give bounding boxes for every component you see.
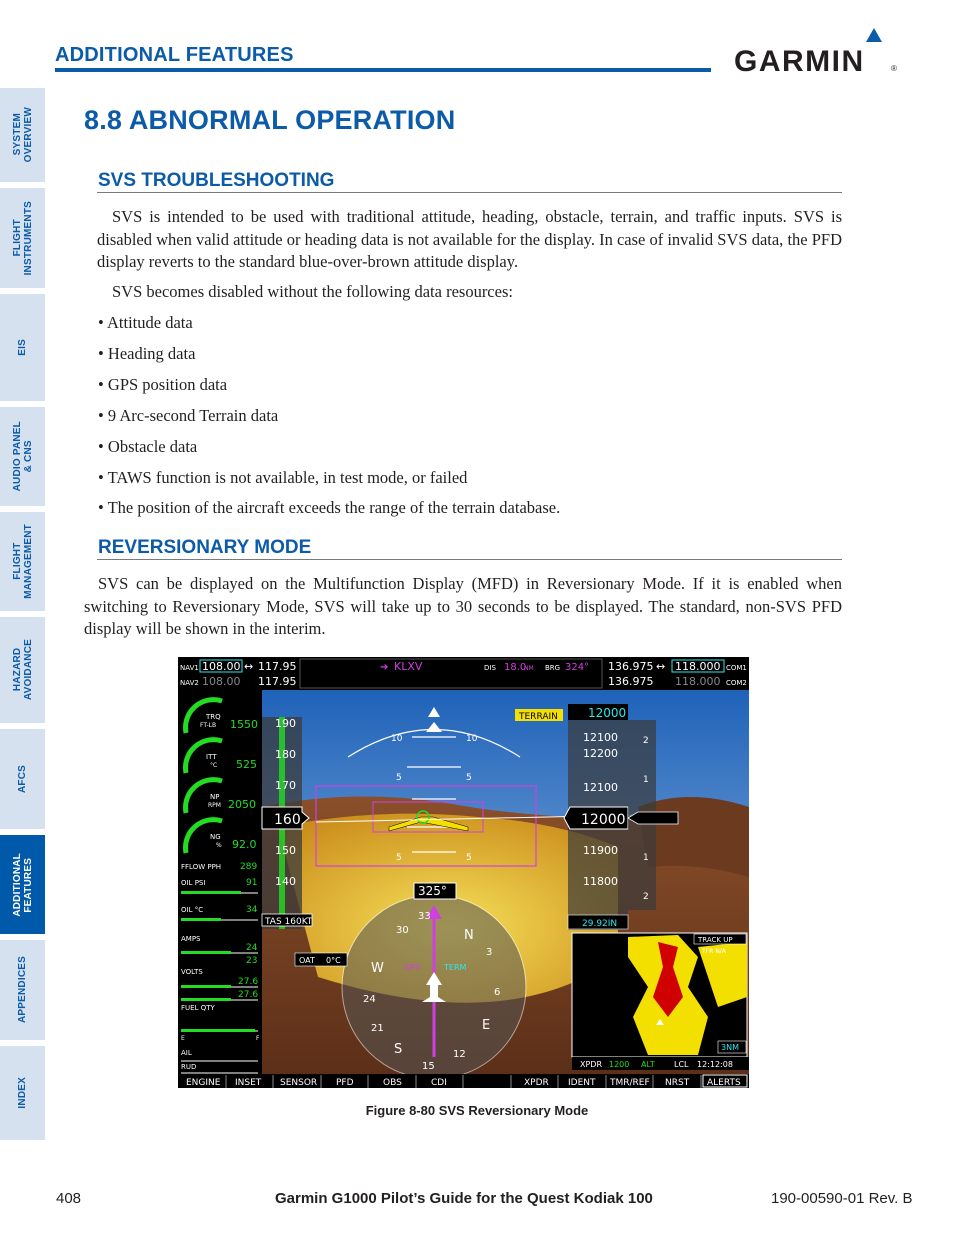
softkey-engine: ENGINE: [186, 1078, 221, 1088]
dis-label: DIS: [484, 664, 496, 672]
tab-label: FLIGHT INSTRUMENTS: [11, 200, 34, 276]
list-item: • GPS position data: [98, 375, 228, 394]
header-rule: [55, 68, 711, 72]
garmin-logo: [734, 24, 899, 76]
reversionary-paragraph: SVS can be displayed on the Multifunction Display (MFD) in Reversionary Mode. If it is enabled when switching to Reversionary Mode, SVS will take up to 30 seconds to be displayed. The standard, non-SVS PFD display will be shown in the interim.: [84, 574, 842, 638]
rud-label: RUD: [181, 1063, 197, 1071]
itt-unit: °C: [210, 762, 218, 769]
tab-index[interactable]: [0, 1046, 45, 1140]
compass-label: 24: [363, 994, 376, 1005]
baro-setting: 29.92IN: [582, 919, 618, 929]
gps-label: GPS: [404, 963, 421, 972]
tab-additional-features[interactable]: [0, 835, 45, 934]
oil-psi-label: OIL PSI: [181, 879, 206, 887]
tab-hazard-avoidance[interactable]: [0, 617, 45, 723]
np-label: NP: [210, 793, 220, 801]
softkey-sensor: SENSOR: [280, 1078, 318, 1088]
tab-label: AUDIO PANEL & CNS: [11, 421, 34, 492]
footer-title: Garmin G1000 Pilot’s Guide for the Quest Kodiak 100: [275, 1190, 653, 1207]
fflow-label: FFLOW PPH: [181, 863, 222, 871]
altitude-tick: 11900: [583, 844, 618, 857]
ail-label: AIL: [181, 1049, 192, 1057]
destination: KLXV: [394, 660, 423, 673]
compass-label: 30: [396, 925, 409, 936]
tab-label: HAZARD AVOIDANCE: [11, 639, 34, 701]
svs-troubleshooting-heading: SVS TROUBLESHOOTING: [98, 170, 335, 191]
nav1-label: NAV1: [180, 664, 199, 672]
brg-label: BRG: [545, 664, 561, 672]
airspeed-tick: 190: [275, 717, 296, 730]
compass-label: E: [482, 1018, 491, 1033]
airspeed-tick: 180: [275, 748, 296, 761]
ng-unit: %: [216, 842, 222, 849]
tab-eis[interactable]: [0, 294, 45, 401]
direct-to-icon: ➔: [380, 662, 389, 673]
altitude-tick: 12100: [583, 781, 618, 794]
softkey-alerts: ALERTS: [707, 1078, 741, 1088]
pitch-label: 5: [466, 853, 472, 863]
doc-number: 190-00590-01 Rev. B: [771, 1190, 913, 1207]
volts-value-2: 27.6: [238, 990, 259, 1000]
tab-label: SYSTEM OVERVIEW: [11, 107, 34, 163]
oil-c-value: 34: [246, 905, 258, 915]
softkey-nrst: NRST: [665, 1078, 690, 1088]
clock-time: 12:12:08: [697, 1060, 733, 1069]
pitch-label: 5: [396, 853, 402, 863]
compass-label: 6: [494, 987, 501, 998]
fuel-e-label: E: [181, 1035, 185, 1042]
ng-label: NG: [210, 833, 221, 841]
oil-psi-value: 91: [246, 878, 258, 888]
tab-label: APPENDICES: [17, 956, 28, 1024]
compass-label: S: [394, 1042, 403, 1057]
list-item: • 9 Arc-second Terrain data: [98, 406, 279, 425]
fuel-qty-label: FUEL QTY: [181, 1004, 215, 1012]
nav2-active: 108.00: [202, 675, 241, 688]
selected-altitude: 12000: [588, 706, 627, 720]
np-value: 2050: [228, 798, 256, 811]
com1-label: COM1: [726, 664, 747, 672]
tab-label: ADDITIONAL FEATURES: [11, 852, 34, 917]
com2-standby: 136.975: [608, 675, 654, 688]
airspeed-tick: 150: [275, 844, 296, 857]
tab-flight-instruments[interactable]: [0, 188, 45, 288]
com2-active: 118.000: [675, 675, 721, 688]
lcl-label: LCL: [674, 1060, 689, 1069]
mfd-display: [178, 657, 749, 1088]
heading-rule: [97, 559, 842, 560]
pitch-label: 10: [391, 734, 403, 744]
map-range: 3NM: [721, 1043, 739, 1052]
itt-value: 525: [236, 758, 257, 771]
brg-value: 324°: [565, 662, 590, 673]
svs-paragraph-2: SVS becomes disabled without the following data resources:: [112, 282, 513, 301]
pitch-label: 10: [466, 734, 478, 744]
compass-label: 15: [422, 1061, 435, 1072]
tab-appendices[interactable]: [0, 940, 45, 1040]
softkey-pfd: PFD: [336, 1078, 354, 1088]
page-title: 8.8 ABNORMAL OPERATION: [84, 105, 456, 135]
softkey-inset: INSET: [235, 1078, 262, 1088]
softkey-ident: IDENT: [568, 1078, 596, 1088]
com1-arrow: ↔: [656, 660, 666, 673]
tab-audio-panel-cns[interactable]: [0, 407, 45, 506]
heading-value: 325°: [418, 884, 447, 898]
nav2-label: NAV2: [180, 679, 199, 687]
fflow-value: 289: [240, 862, 258, 872]
softkey-tmr-ref: TMR/REF: [610, 1078, 650, 1088]
xpdr-code: 1200: [609, 1060, 630, 1069]
softkey-cdi: CDI: [431, 1078, 447, 1088]
np-unit: RPM: [208, 802, 221, 809]
reversionary-mode-heading: REVERSIONARY MODE: [98, 537, 312, 558]
compass-label: 33: [418, 911, 431, 922]
airspeed-value: 160: [274, 812, 301, 828]
tab-afcs[interactable]: [0, 729, 45, 829]
compass-label: N: [464, 928, 474, 943]
fuel-f-label: F: [256, 1035, 260, 1042]
dis-value: 18.0: [504, 662, 527, 673]
logo-registered: ®: [891, 64, 897, 73]
softkey-xpdr: XPDR: [524, 1078, 549, 1088]
logo-wordmark: GARMIN: [734, 45, 865, 76]
amps-value-2: 23: [246, 956, 258, 966]
oat-value: 0°C: [326, 956, 341, 965]
svs-reversionary-figure: [178, 657, 749, 1088]
nav1-active: 108.00: [202, 660, 241, 673]
trq-unit: FT-LB: [200, 722, 217, 729]
com1-standby: 136.975: [608, 660, 654, 673]
tab-label: EIS: [17, 339, 28, 356]
volts-value-1: 27.6: [238, 977, 259, 987]
trq-label: TRQ: [206, 713, 221, 721]
com2-label: COM2: [726, 679, 747, 687]
itt-label: ITT: [206, 753, 217, 761]
softkey-obs: OBS: [383, 1078, 402, 1088]
tab-flight-management[interactable]: [0, 512, 45, 611]
vsi-tick: 1: [643, 853, 649, 863]
list-item: • TAWS function is not available, in test mode, or failed: [98, 468, 468, 487]
tas-value: TAS 160KT: [265, 917, 313, 927]
dis-unit: NM: [524, 665, 534, 672]
pitch-label: 5: [466, 773, 472, 783]
tab-system-overview[interactable]: [0, 88, 45, 182]
com1-active: 118.000: [675, 660, 721, 673]
vsi-tick: 1: [643, 775, 649, 785]
tab-label: INDEX: [17, 1077, 28, 1109]
volts-label: VOLTS: [181, 968, 203, 976]
altitude-tick: 12200: [583, 747, 618, 760]
vsi-tick: 2: [643, 736, 649, 746]
section-header: ADDITIONAL FEATURES: [55, 44, 294, 66]
tab-label: AFCS: [17, 764, 28, 794]
trq-value: 1550: [230, 718, 258, 731]
svs-paragraph-1: SVS is intended to be used with traditional attitude, heading, obstacle, terrain, and traffic inputs. SVS is disabled when valid attitude or heading data is not available for the display. In case of invalid SVS data, the PFD display reverts to the standard blue-over-brown attitude display.: [97, 207, 842, 271]
figure-caption: Figure 8-80 SVS Reversionary Mode: [365, 1103, 589, 1118]
altitude-tick: 11800: [583, 875, 618, 888]
oat-label: OAT: [299, 956, 315, 965]
track-up-label: TRACK UP: [698, 936, 733, 944]
list-item: • Attitude data: [98, 313, 193, 332]
compass-label: 21: [371, 1023, 384, 1034]
airspeed-tick: 170: [275, 779, 296, 792]
altitude-value: 12000: [581, 812, 626, 828]
list-item: • Heading data: [98, 344, 196, 363]
tab-label: FLIGHT MANAGEMENT: [11, 524, 34, 599]
compass-label: 12: [453, 1049, 466, 1060]
amps-value-1: 24: [246, 943, 258, 953]
altitude-tick: 12100: [583, 731, 618, 744]
nav2-standby: 117.95: [258, 675, 297, 688]
xpdr-mode: ALT: [641, 1060, 655, 1069]
oil-c-label: OIL °C: [181, 906, 204, 914]
tfr-label: TFR N/A: [702, 948, 726, 955]
pitch-label: 5: [396, 773, 402, 783]
term-label: TERM: [444, 963, 467, 972]
page-number: 408: [56, 1190, 82, 1207]
list-item: • The position of the aircraft exceeds the range of the terrain database.: [98, 498, 561, 517]
vsi-tick: 2: [643, 892, 649, 902]
ng-value: 92.0: [232, 838, 257, 851]
airspeed-tick: 140: [275, 875, 296, 888]
xpdr-label: XPDR: [580, 1060, 603, 1069]
compass-label: W: [371, 961, 384, 976]
compass-label: 3: [486, 947, 493, 958]
list-item: • Obstacle data: [98, 437, 198, 456]
heading-rule: [97, 192, 842, 193]
nav1-arrow: ↔: [244, 660, 254, 673]
amps-label: AMPS: [181, 935, 201, 943]
terrain-annunciation-text: TERRAIN: [519, 712, 558, 722]
nav1-standby: 117.95: [258, 660, 297, 673]
